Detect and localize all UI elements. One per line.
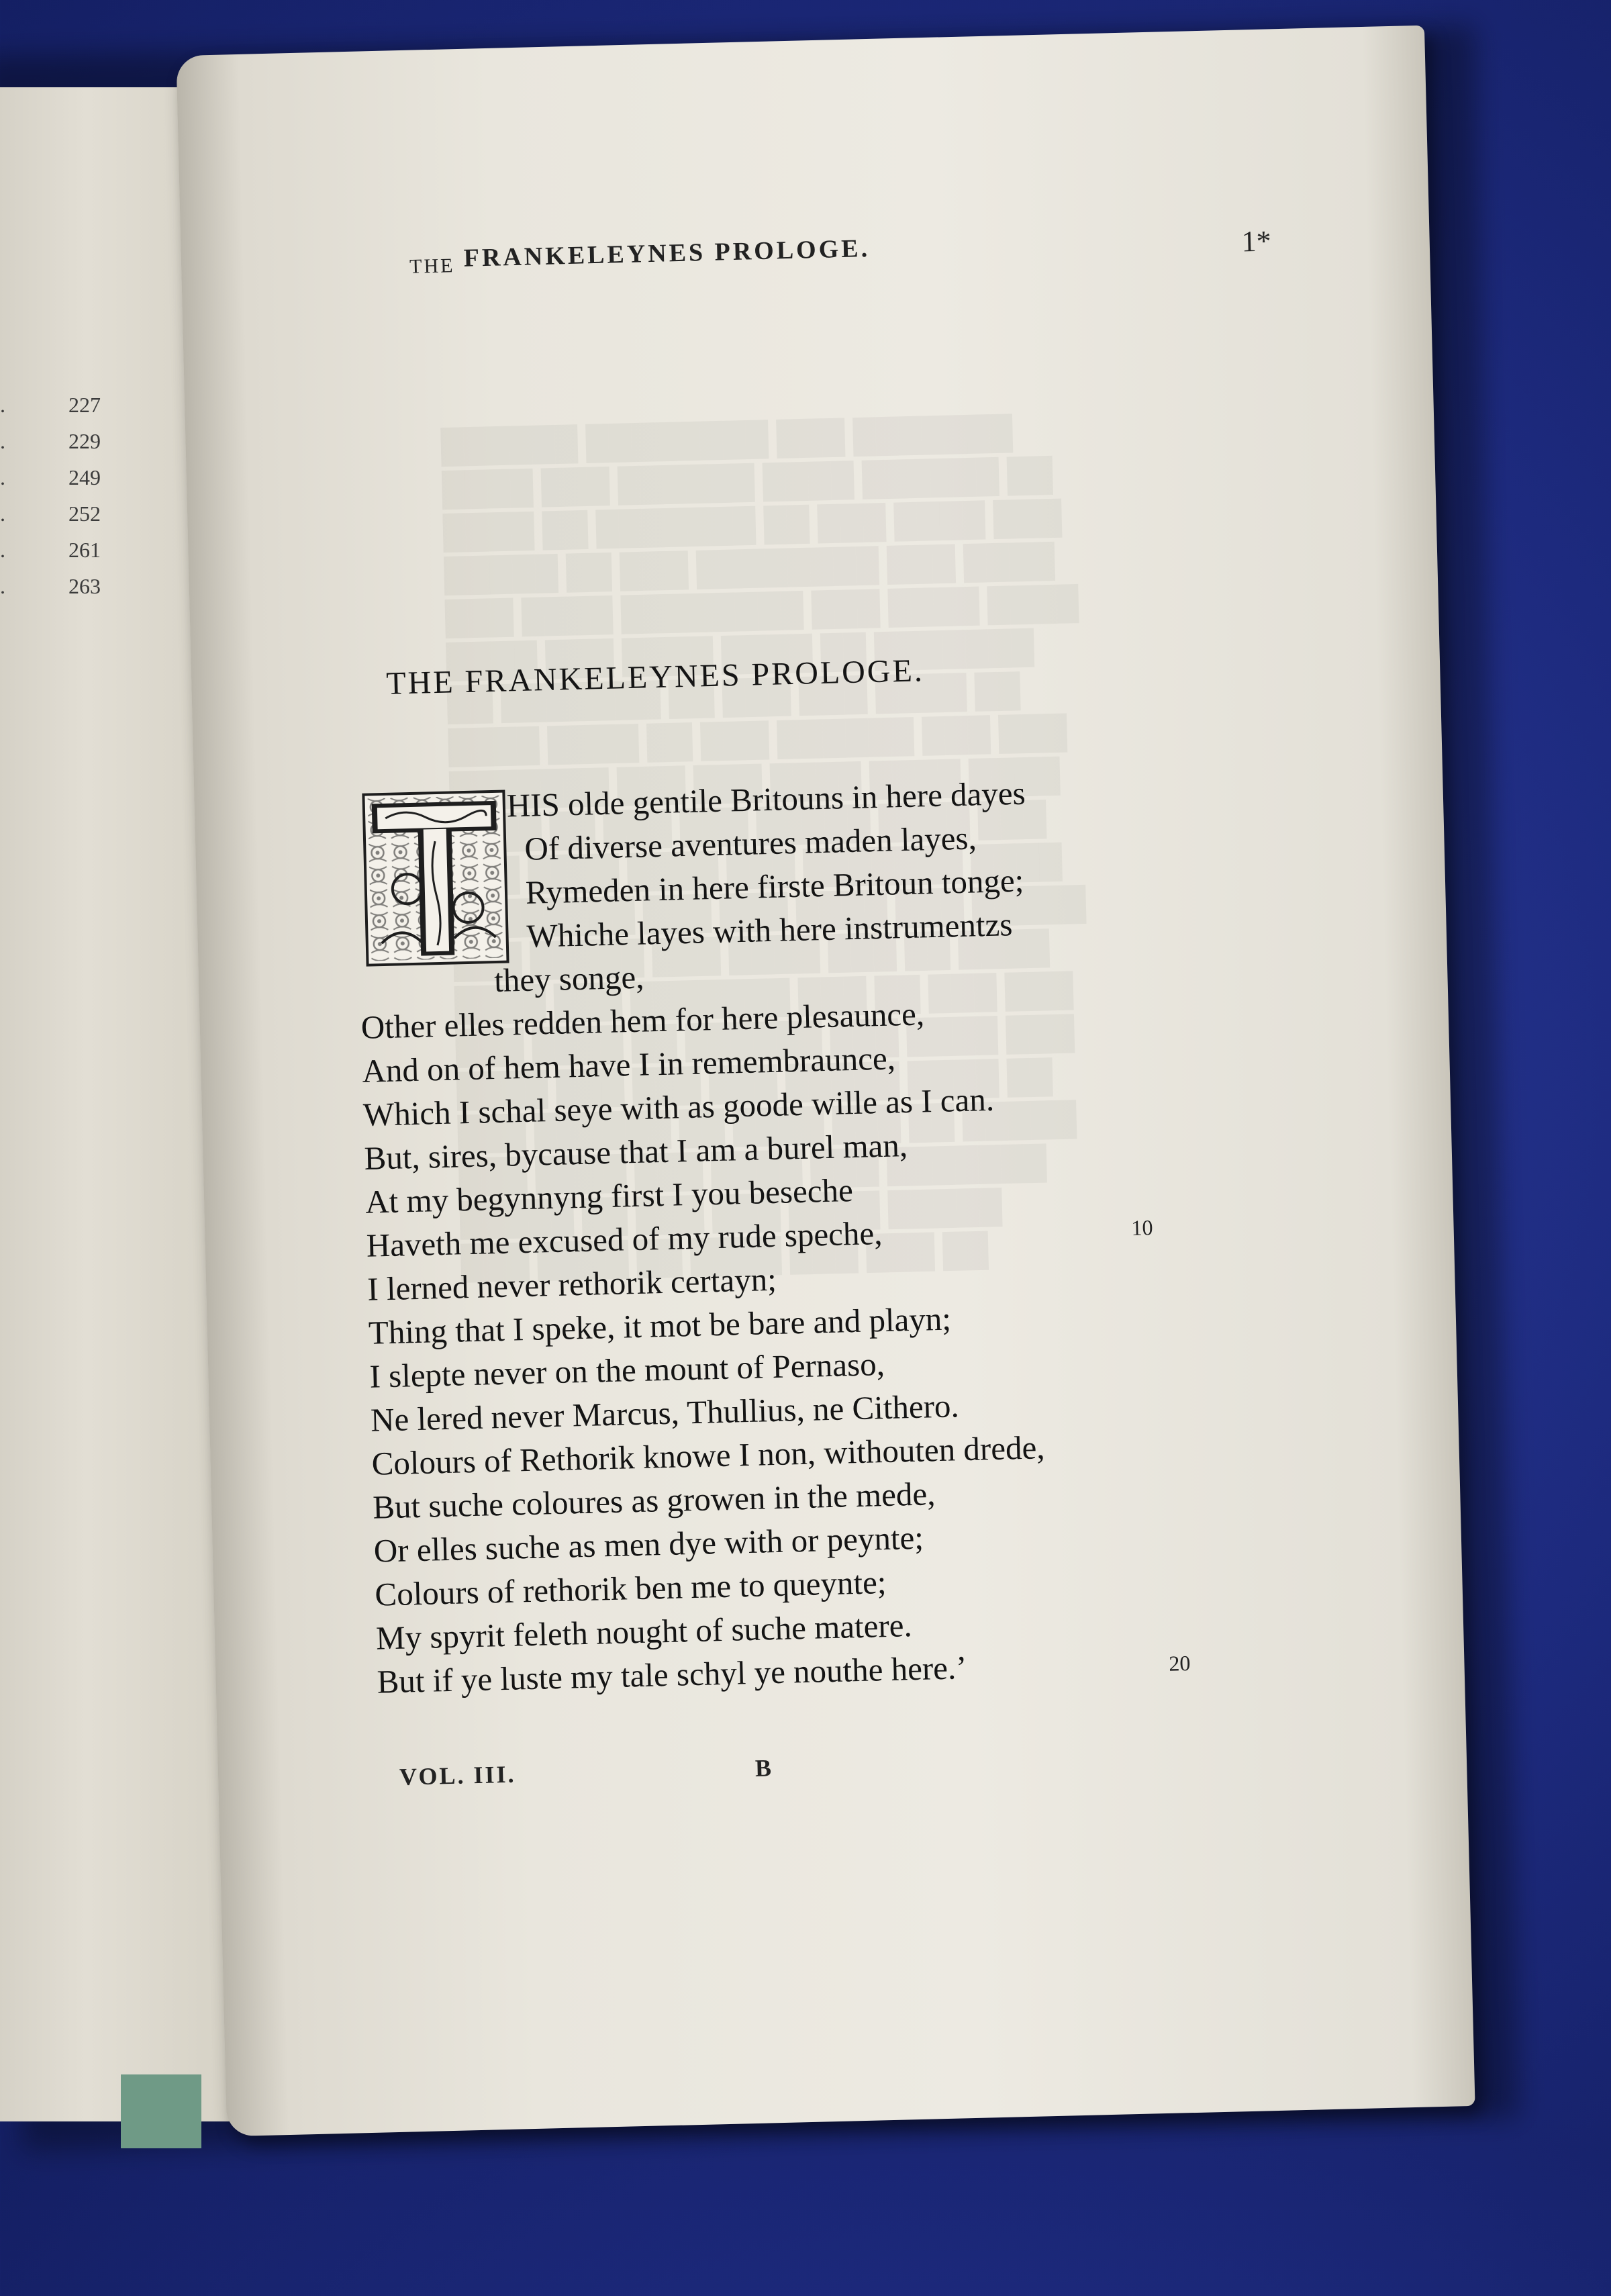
verse-line: But if ye luste my tale schyl ye nouthe here.’	[376, 1649, 968, 1701]
running-head-title: FRANKELEYNES PROLOGE.	[463, 234, 871, 273]
verse-line: HIS olde gentile Britouns in here dayes	[506, 774, 1026, 824]
toc-line: . 252	[0, 501, 101, 526]
verse-line: My spyrit feleth nought of suche matere.	[375, 1607, 913, 1657]
verse-line: Or elles suche as men dye with or peynte;	[373, 1519, 924, 1570]
verse-line: Rymeden in here firste Britoun tonge;	[525, 861, 1024, 911]
toc-page-number: 227	[68, 393, 101, 417]
running-head-prefix: THE	[409, 254, 455, 278]
verse-line: Haveth me excused of my rude speche,	[366, 1214, 883, 1264]
toc-page-number: 229	[68, 429, 101, 453]
verse-line: Of diverse aventures maden layes,	[524, 819, 977, 867]
toc-page-number: 249	[68, 465, 101, 489]
page-number: 1*	[1241, 224, 1272, 258]
right-page	[176, 26, 1475, 2137]
verse-line: But suche coloures as growen in the mede,	[372, 1475, 936, 1526]
verse-line: Which I schal seye with as goode wille as I can.	[362, 1080, 995, 1133]
footer-volume: VOL. III.	[399, 1760, 516, 1790]
line-number: 20	[1168, 1650, 1191, 1676]
verse-line: At my begynnyng first I you beseche	[364, 1171, 854, 1221]
verse-line: But, sires, bycause that I am a burel man,	[363, 1127, 908, 1177]
cover-edge	[121, 2074, 201, 2148]
verse-line: And on of hem have I in remembraunce,	[361, 1039, 896, 1090]
footer-signature: B	[754, 1754, 772, 1782]
section-title: THE FRANKELEYNES PROLOGE.	[385, 653, 925, 702]
toc-line: . 263	[0, 574, 101, 598]
verse-line: Whiche layes with here instrumentzs	[526, 906, 1013, 955]
verse-line: I lerned never rethorik certayn;	[367, 1260, 777, 1308]
toc-line: . 227	[0, 393, 101, 417]
verse-line: Ne lered never Marcus, Thullius, ne Cithero.	[370, 1387, 960, 1439]
toc-page-number: 252	[68, 501, 101, 526]
verse-line: Thing that I speke, it mot be bare and playn;	[368, 1300, 952, 1351]
poem-text	[176, 26, 1475, 2137]
toc-page-number: 261	[68, 538, 101, 562]
toc-page-number: 263	[68, 574, 101, 598]
verse-line: I slepte never on the mount of Pernaso,	[369, 1345, 885, 1395]
verse-line: Other elles redden hem for here plesaunce,	[360, 995, 925, 1046]
toc-line: . 261	[0, 538, 101, 562]
verse-line: Colours of Rethorik knowe I non, withouten drede,	[371, 1429, 1046, 1482]
line-number: 10	[1131, 1215, 1153, 1240]
toc-line: . 249	[0, 465, 101, 489]
verse-line: Colours of rethorik ben me to queynte;	[374, 1564, 887, 1613]
toc-line: . 229	[0, 429, 101, 453]
verse-line: they songe,	[493, 958, 644, 1000]
